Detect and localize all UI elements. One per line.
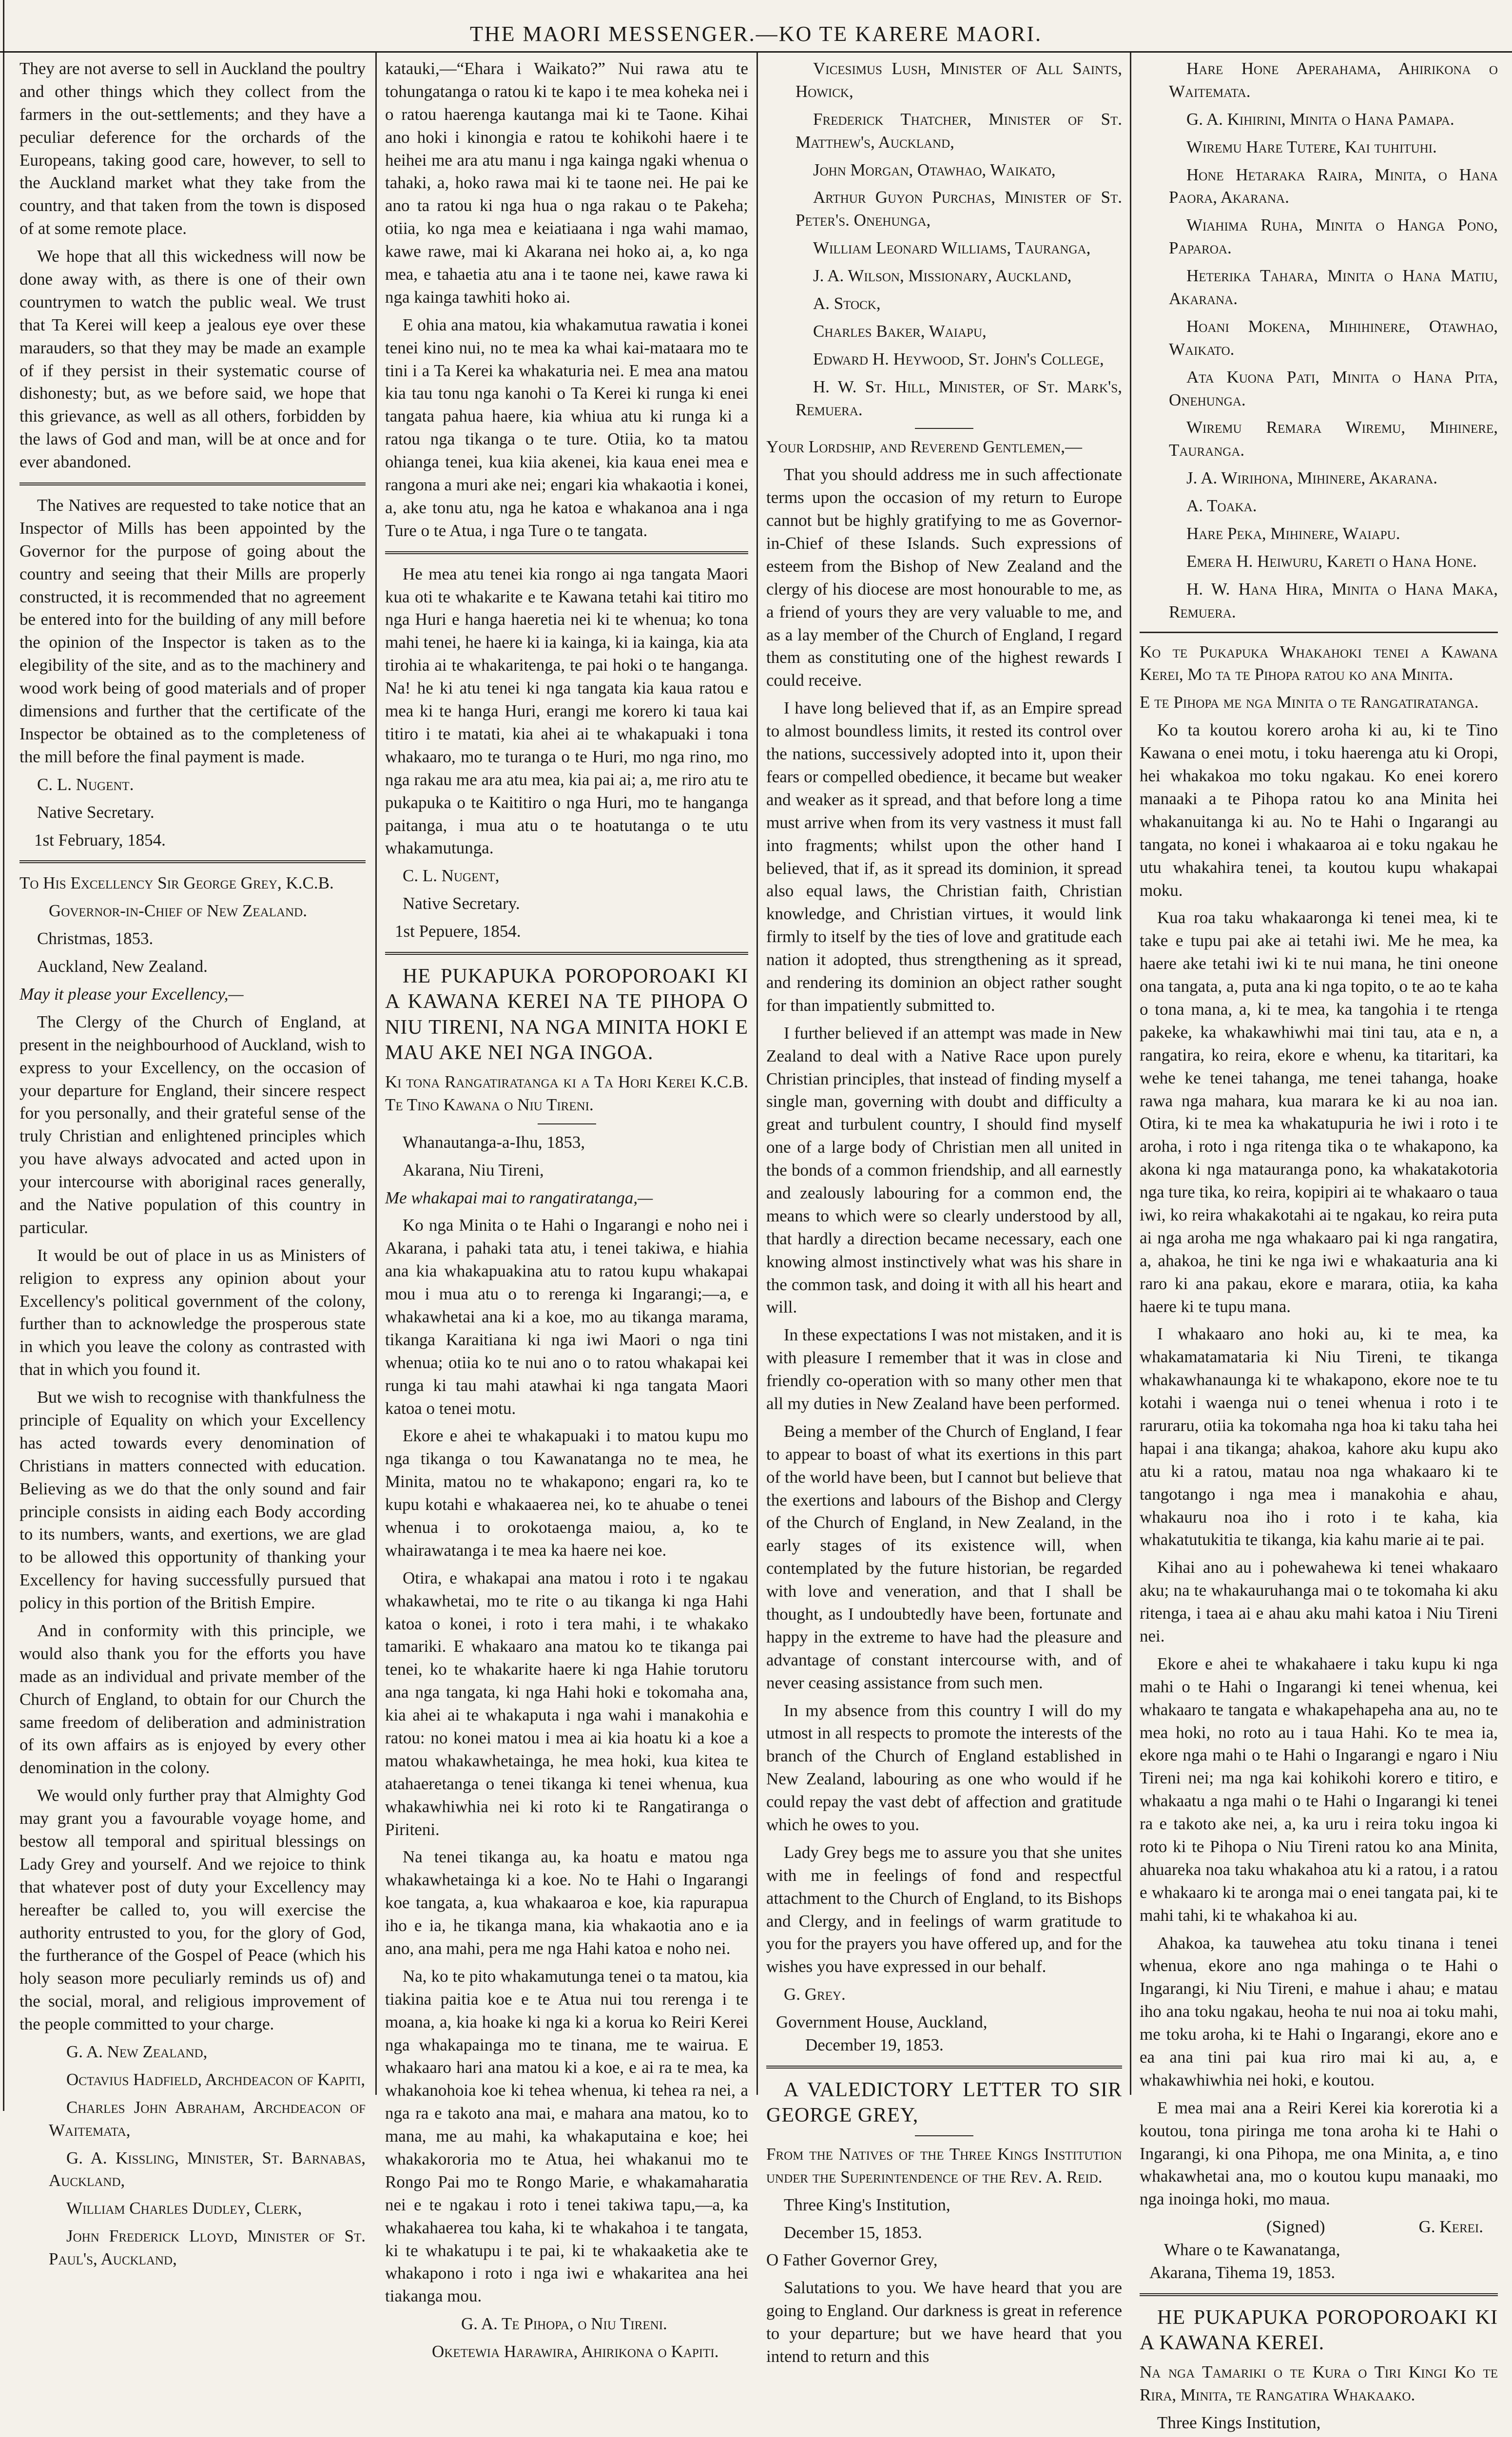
notice-paragraph: He mea atu tenei kia rongo ai nga tangata Maori kua oti te whakarite e te Kawana tetahi kai titiro mo nga Huri e hanga haeretia nei ki te whenua; ko tona mahi tenei, he haere ki ia kainga, ki ia kainga, kia ata tirohia ai te whakaritenga, te pai hoki o te hanganga. Na! he ki atu tenei ki nga tangata kia kaua ratou e mea ki te hanga Huri, erangi me korero ki taua kai titiro i te matati, kia ahei ai te whakapuaki i tona whakaaro, mo te turanga o te Huri, mo nga rino, mo nga rakau me ara atu mea, kia pai ai; a, me riro atu te pukapuka o te Kaititiro o nga Huri, mo te hanganga paitanga, i mua atu o te hoatutanga o te utu whakamutunga. — [385, 564, 748, 858]
signatory: William Charles Dudley, Clerk, — [66, 2199, 302, 2218]
signature-name: G. Grey. — [784, 1985, 846, 2004]
signatory: Frederick Thatcher, Minister of St. Matthew's, Auckland, — [795, 109, 1122, 152]
page-edge-rule — [3, 0, 4, 2111]
place-line: Akarana, Tihema 19, 1853. — [1149, 2263, 1336, 2282]
signatory: J. A. Wilson, Missionary, Auckland, — [813, 266, 1072, 286]
place-line: Three Kings Institution, — [1157, 2413, 1321, 2432]
signatory: H. W. St. Hill, Minister, of St. Mark's, Remuera. — [795, 377, 1122, 419]
place-line: December 15, 1853. — [784, 2223, 922, 2242]
column-rule — [375, 53, 377, 2095]
signed-label: (Signed) — [1266, 2217, 1325, 2237]
signatory: Wiremu Remara Wiremu, Mihinere, Tauranga. — [1169, 418, 1498, 460]
letter-paragraph: I further believed if an attempt was made in New Zealand to deal with a Native Race upon purely Christian principles, that instead of finding myself a single man, governing with doubt and difficulty a great and turbulent country, I should find myself one of a large body of Christian men all united in the bonds of a common friendship, and all earnestly and zealously labouring for a common end, the means to which were so clearly understood by all, that hardly a direction became necessary, each one knowing almost instinctively what was his share in the common task, and doing it with all his heart and will. — [766, 1023, 1122, 1317]
signatory: J. A. Wirihona, Mihinere, Akarana. — [1186, 468, 1438, 488]
letter-paragraph: Kua roa taku whakaaronga ki tenei mea, ki te take e tupu pai ake ai tetahi iwi. Me he mea, ka haere ake tetahi iwi ki te nui mana, he tini oneone ona tangata, a, puta ana ki nga topito, o te ao te kaha o tona mana, a, ki te mea, ka tangohia i te rtenga pakeke, ka whakawhiwhi mai tini tau, ata e n, a rangatira, ko reira, ekore e whenu, ka titaritari, ka wehe ke tenei tahanga, me tenei tahanga, hoake rawa nga mahara, kua marara ke ki au noa ian. Otira, ki te mea ka whakatupuria he iwi i roto i te aroha, i roto i nga ritenga tika o te whakapono, ka akona ki nga matauranga pono, ka whakatakotoria nga ture tika, ko reira, kopipiri ai te whakaaro o taua iwi, ko reira whakakotahi ai te ngakau, ko reira puta ai nga aroha me nga whakaaro pai ki nga rangatira, a, ahakoa, he tini ke nga iwi e whakaaturia ana ki raro ki ana pakau, ekore e marara, otiia, ka kaha haere ki te tupu mana. — [1140, 908, 1498, 1316]
signatory: A. Toaka. — [1186, 496, 1257, 516]
short-rule — [915, 2135, 973, 2136]
letter-subheading: From the Natives of the Three Kings Institution under the Superintendence of the Rev. A. Reid. — [766, 2144, 1122, 2186]
signature-name: C. L. Nugent. — [37, 774, 134, 794]
signatory: A. Stock, — [813, 294, 881, 313]
letter-paragraph: Salutations to you. We have heard that you are going to England. Our darkness is great in reference to your departure; but we have heard that you intend to return and this — [766, 2278, 1122, 2366]
address-line: To His Excellency Sir George Grey, K.C.B. — [19, 873, 334, 893]
letter-paragraph: Ekore e ahei te whakapuaki i to matou kupu mo nga tikanga o tou Kawanatanga no te mea, he Minita, matou no te whakapono; engari ra, ko te kupu kotahi e whakaaerea nei, ko te ahuabe o tenei whenua i to orokotaenga maiou, a, ko te whairawatanga i te mea ka haere nei koe. — [385, 1426, 748, 1560]
letter-paragraph: In my absence from this country I will do my utmost in all respects to promote the interests of the branch of the Church of England established in New Zealand, labouring as one who would if he could repay the vast debt of affection and gratitude which he owes to you. — [766, 1701, 1122, 1835]
section-divider — [19, 483, 366, 485]
short-rule — [915, 428, 973, 429]
column-rule — [1130, 53, 1131, 2095]
article-paragraph: E ohia ana matou, kia whakamutua rawatia i konei tenei kino nui, no te mea ka whai kai-mataara mo te tini i a Ta Kerei ka whakaturia nei. E mea ana matou kia tau tonu nga kanohi o Ta Kerei ki runga ki enei tangata pahua haere, kia whiua atu ki runga ki a ratou nga tikanga o te ture. Otiia, ko ta matou ohianga tenei, kua kiia akenei, kia kaua enei mea e rangona a muri ake nei; engari kia whakaotia i konei, a, ake tonu atu, nga he katoa e whakanoa ana i nga Ture o te Atua, i nga Ture o te tangata. — [385, 315, 748, 540]
letter-paragraph: I whakaaro ano hoki au, ki te mea, ka whakamatamataria ki Niu Tireni, te tikanga whakawhanaunga ki te whakapono, ekore noe te tu kotahi i waenga nui o tenei whenua i roto i te raruraru, otiia ka tokomaha nga hoa ki taku taha hei hapai i ana tikanga; ahakoa, kahore aku kupu ako atu ki a ratou, matau noa nga whakaaro ki te tangotango i nga mea i manakohia e ahau, whakauru noa iho i roto i te kaha, kia whakatutukitia te tikanga, kia kahu marie ai te pai. — [1140, 1324, 1498, 1549]
place-line: Three King's Institution, — [784, 2195, 950, 2214]
signatory: Wiahima Ruha, Minita o Hanga Pono, Paparoa. — [1169, 215, 1498, 258]
masthead-title: THE MAORI MESSENGER.—KO TE KARERE MAORI. — [470, 22, 1042, 46]
address-line: Ki tona Rangatiratanga ki a Ta Hori Kerei K.C.B. Te Tino Kawana o Niu Tireni. — [385, 1072, 748, 1114]
letter-paragraph: Ko ta koutou korero aroha ki au, ki te Tino Kawana o enei motu, i toku haerenga atu ki Oropi, hei whakakoa mo toku ngakau. Ko enei korero manaaki a te Pihopa ratou ko ana Minita hei whakanuitanga ki au. No te Hahi o Ingarangi au tangata, no konei i whakaaroa ai e toku ngakau he utu whakahira tenei, ta koutou kupu whakapai moku. — [1140, 720, 1498, 900]
place-line: Auckland, New Zealand. — [37, 957, 208, 976]
letter-paragraph: Ekore e ahei te whakahaere i taku kupu ki nga mahi o te Hahi o Ingarangi ki tenei whenua, kei whakaaro te tangata e whakapehapeha ana au, no te mea hoki, no roto au i taua Hahi. Ko te mea ia, ekore nga mahi o te Hahi o Ingarangi e ngaro i Niu Tireni nei; ma nga kai kohikohi korero e titiro, e whakaatu a nga mahi o te Hahi o Ingarangi ki tenei ra e takoto ake nei, a, ka uru i reira toku ingoa ki roto ki te Pihopa o Niu Tireni ratou ko ana Minita, ahuareka noa taku whakahoa atu ki a ratou, i a ratou e whakaaro ki te aronga mai o enei tangata pai, ki te mahi tahi, ki te whakahoa ki au. — [1140, 1654, 1498, 1925]
letter-headline: HE PUKAPUKA POROPOROAKI KI A KAWANA KEREI. — [1140, 2306, 1498, 2355]
letter-paragraph: Na tenei tikanga au, ka hoatu e matou nga whakawhetainga ki a koe. No te Hahi o Ingarangi koe tangata, a, kua whakaaroa e koe, kia rapurapua iho e ia, he tikanga mana, kia whakaotia ano e ia ano, ana mahi, pera me nga Hahi katoa e noho nei. — [385, 1847, 748, 1958]
signatory: Edward H. Heywood, St. John's College, — [813, 349, 1104, 368]
short-rule — [538, 1123, 596, 1124]
letter-paragraph: Kihai ano au i pohewahewa ki tenei whakaaro aku; na te whakauruhanga mai o te tokomaha ki aku ritenga, i taea ai e ahau aku mahi katoa i Niu Tireni nei. — [1140, 1558, 1498, 1645]
letter-paragraph: Lady Grey begs me to assure you that she unites with me in feelings of fond and respectful attachment to the Church of England, to its Bishops and Clergy, and in feelings of warm gratitude to you for the prayers you have offered up, and for the wishes you have expressed in our behalf. — [766, 1842, 1122, 1976]
section-divider — [19, 860, 366, 863]
signatory: Emera H. Heiwuru, Kareti o Hana Hone. — [1186, 551, 1477, 571]
letter-paragraph: Na, ko te pito whakamutunga tenei o ta matou, kia tiakina paitia koe e te Atua nui tou rerenga i te moana, a, kia hoake ki nga ki a koruа ko Reiri Kerei nga whakapainga mo te tinana, me te wairua. E whakaaro hari ana matou ki a koe, e ai ra te mea, ka whakanohoia koe ki tehea whenua, ki tehea ra nei, a nga ra e takoto ana mai, e mahara ana matou, ko to mana, me au mahi, ka whakaputaina e koe; hei whakakororia mo te Atua, hei whakanui mo te Rongo Pai mo te Rongo Marie, e whakamaharatia nei e te ngakau i roto i tenei takiwa tapu,—a, ka whakahaerea tou kaha, ki te whakahoa i te tangata, ki te whakatupu i te pai, ki te whakaaketia ake te whakapono i roto i nga iwi e whakaritea ana hei tiakanga mou. — [385, 1966, 748, 2306]
letter-paragraph: In these expectations I was not mistaken, and it is with pleasure I remember that it was in close and friendly co-operation with so many other men that all my duties in New Zealand have been performed. — [766, 1325, 1123, 1413]
signatory: William Leonard Williams, Tauranga, — [813, 238, 1091, 258]
letter-headline: HE PUKAPUKA POROPOROAKI KI A KAWANA KEREI NA TE PIHOPA O NIU TIRENI, NA NGA MINITA HOKI E MAU AKE NEI NGA INGOA. — [385, 965, 748, 1064]
section-divider — [1140, 632, 1498, 633]
column-3 — [766, 58, 1123, 2366]
signature-title: Native Secretary. — [403, 894, 520, 913]
article-paragraph: They are not averse to sell in Auckland the poultry and other things which they collect from the farmers in the out-settlements; and they have a peculiar deference for the orchards of the Europeans, taking good care, however, to sell to the Auckland market what they take from the country, and that taken from the town is disposed of at some remote place. — [19, 59, 366, 238]
letter-paragraph: The Clergy of the Church of England, at present in the neighbourhood of Auckland, wish to express to your Excellency, on the occasion of your departure for England, their sincere respect for you personally, and their grateful sense of the truly Christian and enlightened principles which you have always advocated and acted upon in your intercourse with aboriginal races generally, and the Native population of this country in particular. — [19, 1012, 366, 1237]
signature-row — [1140, 2216, 1498, 2239]
signatory: Hare Peka, Mihinere, Waiapu. — [1186, 524, 1400, 543]
letter-paragraph: It would be out of place in us as Ministers of religion to express any opinion about your Excellency's political government of the colony, further than to acknowledge the prosperous state in which you leave the colony as contrasted with that in which you found it. — [19, 1245, 366, 1379]
section-divider — [1140, 2293, 1498, 2296]
salutation: O Father Governor Grey, — [766, 2250, 938, 2270]
signature-name: C. L. Nugent, — [403, 866, 500, 886]
section-divider — [385, 551, 748, 554]
signatory: John Morgan, Otawhao, Waikato, — [813, 160, 1056, 179]
signature-name: G. Kerei. — [1418, 2217, 1483, 2237]
section-divider — [385, 952, 748, 955]
column-2 — [385, 58, 748, 2361]
notice-date: 1st Pepuere, 1854. — [395, 922, 521, 941]
column-4 — [1140, 58, 1498, 2432]
salutation: Your Lordship, and Reverend Gentlemen,— — [766, 437, 1083, 457]
place-line: Government House, Auckland, — [776, 2012, 988, 2032]
letter-paragraph: Ko nga Minita o te Hahi o Ingarangi e noho nei i Akarana, i pahaki tata atu, i tenei takiwa, e hiahia ana kia whakapuakina atu to ratou kupu whakapai mou i mua atu o to rerenga ki Ingarangi;—a, e whakawhetai ana ki a koe, mo au tikanga marama, tikanga Karaitiana ki nga iwi Maori o nga tini whenua; otiia ko te nui ano o to ratou whakapai kei runga ki tau mahi atawhai ki nga tangata Maori katoa o tenei motu. — [385, 1216, 748, 1418]
signatory: Vicesimus Lush, Minister of All Saints, Howick, — [795, 59, 1122, 101]
signatory: Hoani Mokena, Mihihinere, Otawhao, Waikato. — [1169, 316, 1498, 359]
address-line: E te Pihopa me nga Minita o te Rangatiratanga. — [1140, 693, 1479, 712]
address-line: Governor-in-Chief of New Zealand. — [49, 901, 307, 921]
salutation: Me whakapai mai to rangatiratanga,— — [385, 1188, 653, 1207]
signatory: Hare Hone Aperahama, Ahirikona o Waitemata. — [1169, 59, 1498, 101]
salutation: May it please your Excellency,— — [19, 984, 244, 1004]
letter-headline: A VALEDICTORY LETTER TO SIR GEORGE GREY, — [766, 2078, 1122, 2127]
masthead — [0, 0, 1512, 53]
signatory: G. A. Te Pihopa, o Niu Tireni. — [461, 2314, 667, 2334]
signatory: Charles Baker, Waiapu, — [813, 321, 987, 341]
signatory: Charles John Abraham, Archdeacon of Waitemata, — [49, 2097, 366, 2140]
signatory: Arthur Guyon Purchas, Minister of St. Peter's. Onehunga, — [795, 188, 1122, 230]
signatory: Ata Kuona Pati, Minita o Hana Pita, Onehunga. — [1169, 367, 1498, 409]
letter-paragraph: That you should address me in such affectionate terms upon the occasion of my return to Europe cannot but be highly gratifying to me as Governor-in-Chief of these Islands. Such expressions of esteem from the Bishop of New Zealand and the clergy of his diocese are most honourable to me, as a friend of yours they are very valuable to me, and as a lay member of the Church of England, I regard them as constituting one of the highest rewards I could receive. — [766, 465, 1122, 690]
signatory: Heterika Tahara, Minita o Hana Matiu, Akarana. — [1169, 266, 1498, 309]
signatory: G. A. Kissling, Minister, St. Barnabas, Auckland, — [49, 2148, 366, 2190]
place-line: December 19, 1853. — [805, 2035, 944, 2055]
place-line: Whare o te Kawanatanga, — [1164, 2240, 1340, 2260]
section-divider — [766, 2066, 1122, 2069]
letter-paragraph: Being a member of the Church of England, I fear to appear to boast of what its exertions in this part of the world have been, but I cannot but believe that the exertions and labours of the Bishop and Clergy of the Church of England, in New Zealand, in the early stages of its existence will, when contemplated by the future historian, be regarded with love and veneration, and that I shall be thought, as I undoubtedly have been, fortunate and happy in the extreme to have had the pleasure and advantage of constant intercourse with, and of never ceasing assistance from such men. — [766, 1421, 1122, 1692]
signatory: Wiremu Hare Tutere, Kai tuhituhi. — [1186, 137, 1437, 156]
letter-paragraph: We would only further pray that Almighty God may grant you a favourable voyage home, and bestow all temporal and spiritual blessings on Lady Grey and yourself. And we rejoice to think that whatever post of duty your Excellency may hereafter be called to, you will exercise the authority entrusted to you, for the glory of God, the furtherance of the Gospel of Peace (which his holy season more peculiarly reminds us of) and the social, moral, and religious improvement of the people committed to your charge. — [19, 1786, 366, 2034]
signature-title: Native Secretary. — [37, 802, 155, 822]
signatory: G. A. New Zealand, — [66, 2042, 208, 2062]
letter-paragraph: E mea mai ana a Reiri Kerei kia korerotia ki a koutou, tona piringa me tona aroha ki te Hahi o Ingarangi, ki ona Pihopa, me ona Minita, a, e tino whakawhetai ana, mo o koutou kupu manaaki, mo nga inoinga hoki, mo maua. — [1140, 2098, 1498, 2209]
letter-paragraph: Ahakoa, ka tauwehea atu toku tinana i tenei whenua, ekore ano nga mahinga o te Hahi o Ingarangi, ki Niu Tireni, e mahue i ahau; e matau iho ana toku ngakau, heoha te nui noa ai toku mahi, me toku aroha, ki te Hahi o Ingarangi, ekore ano e ea ana tini pai kua riro mai ki au, a, e whakawhiwhia nei hoki, e koutou. — [1140, 1933, 1498, 2089]
letter-subheading: Na nga Tamariki o te Kura o Tiri Kingi Ko te Rira, Minita, te Rangatira Whakaako. — [1140, 2362, 1498, 2404]
letter-paragraph: Otira, e whakapai ana matou i roto i te ngakau whakawhetai, mo te rite o au tikanga ki nga Hahi katoa o konei, i roto i tera mahi, i te whakako tamariki. E whakaaro ana matou ko te tikanga pai tenei, ko te whakarite haere ki nga Hahie torutoru ana nga tangata, ki nga Hahi hoki e tokomaha ana, kia ahei ai te whakaputa i nga wahi i manakohia e ratou: no konei matou i mea ai kia hoatu ki a koe a matou whakawhetainga, he mea hoki, kua kitea te atahaeretanga o tenei tikanga ki tenei whenua, kua whakawhiwhia nei ki roto ki te Rangatiranga o Piriteni. — [385, 1568, 748, 1839]
signatory: Oketewia Harawira, Ahirikona o Kapiti. — [432, 2342, 719, 2361]
letter-heading: Ko te Pukapuka Whakahoki tenei a Kawana Kerei, Mo ta te Pihopa ratou ko ana Minita. — [1140, 642, 1498, 684]
place-line: Whanautanga-a-Ihu, 1853, — [403, 1132, 585, 1152]
article-paragraph: katauki,—“Ehara i Waikato?” Nui rawa atu te tohungatanga o ratou ki te kapo i te mea koheka nei i o ratou haerenga kautanga mai ki te Taone. Kihai ano hoki i kinongia e ratou te kohikohi haere i te heihei me ara atu manu i nga kainga ngaki whenua o tahaki, a, hoko rawa mai ki te taone nei. He pai ke ano ta ratou ki nga hua o nga rakau o te Pakeha; otiia, ko nga mea e keiatiaana i nga wahi mamao, kawe rawe, mai ki Akarana nei hoko ai, a, ko nga mea, e tahaetia atu ana i te taone nei, kawe rawa ki nga kainga tawhiti hoko ai. — [385, 59, 748, 307]
signatory: John Frederick Lloyd, Minister of St. Paul's, Auckland, — [49, 2226, 366, 2269]
column-rule — [756, 53, 758, 2095]
notice-paragraph: The Natives are requested to take notice that an Inspector of Mills has been appointed by the Governor for the purpose of going about the country and seeing that their Mills are properly constructed, it is recommended that no agreement be entered into for the building of any mill before the opinion of the Inspector is taken as to the elegibility of the site, and as to the machinery and wood work being of good materials and of proper dimensions and further that the certificate of the Inspector be obtained as to the completeness of the mill before the final payment is made. — [19, 496, 366, 766]
place-line: Akarana, Niu Tireni, — [403, 1160, 544, 1180]
letter-paragraph: But we wish to recognise with thankfulness the principle of Equality on which your Excellency has acted towards every denomination of Christians in matters connected with education. Believing as we do that the only sound and fair principle consists in aiding each Body according to its numbers, wants, and exertions, we are glad to be allowed this opportunity of thanking your Excellency for having successfully pursued that policy in this portion of the British Empire. — [19, 1388, 366, 1613]
letter-paragraph: And in conformity with this principle, we would also thank you for the efforts you have made as an individual and private member of the Church of England, to obtain for our Church the same freedom of deliberation and administration of its own affairs as is enjoyed by every other denomination in the colony. — [19, 1621, 366, 1778]
signatory: G. A. Kihirini, Minita o Hana Pamapa. — [1186, 109, 1454, 129]
signatory: H. W. Hana Hira, Minita o Hana Maka, Remuera. — [1169, 579, 1498, 621]
letter-paragraph: I have long believed that if, as an Empire spread to almost boundless limits, it rested its control over the nations, successively adopted into it, upon their fears or compelled obedience, it became but weaker and weaker as it spread, and that before long a time must arrive when from its very vastness it must fall into fragments; whilst upon the other hand I believed, that if, as it spread its dominion, it spread also equal laws, the Christian faith, Christian knowledge, and Christian virtues, it would link firmly to itself by the ties of love and gratitude each nation it adopted, thus strengthening as it spread, and rendering its dominion an object rather sought for than impatiently submitted to. — [766, 698, 1122, 1015]
column-1 — [19, 58, 366, 2269]
notice-date: 1st February, 1854. — [34, 830, 166, 850]
place-line: Christmas, 1853. — [37, 929, 154, 948]
article-paragraph: We hope that all this wickedness will now be done away with, as there is one of their own countrymen to watch the public weal. We trust that Ta Kerei will keep a jealous eye over these marauders, so that they may be made an example of if they persist in their systematic course of dishonesty; but, as we before said, we hope that this grievance, as well as all others, forbidden by the laws of God and man, will be at once and for ever abandoned. — [19, 247, 366, 472]
signatory: Hone Hetaraka Raira, Minita, o Hana Paora, Akarana. — [1169, 165, 1498, 207]
signatory: Octavius Hadfield, Archdeacon of Kapiti, — [66, 2070, 366, 2089]
